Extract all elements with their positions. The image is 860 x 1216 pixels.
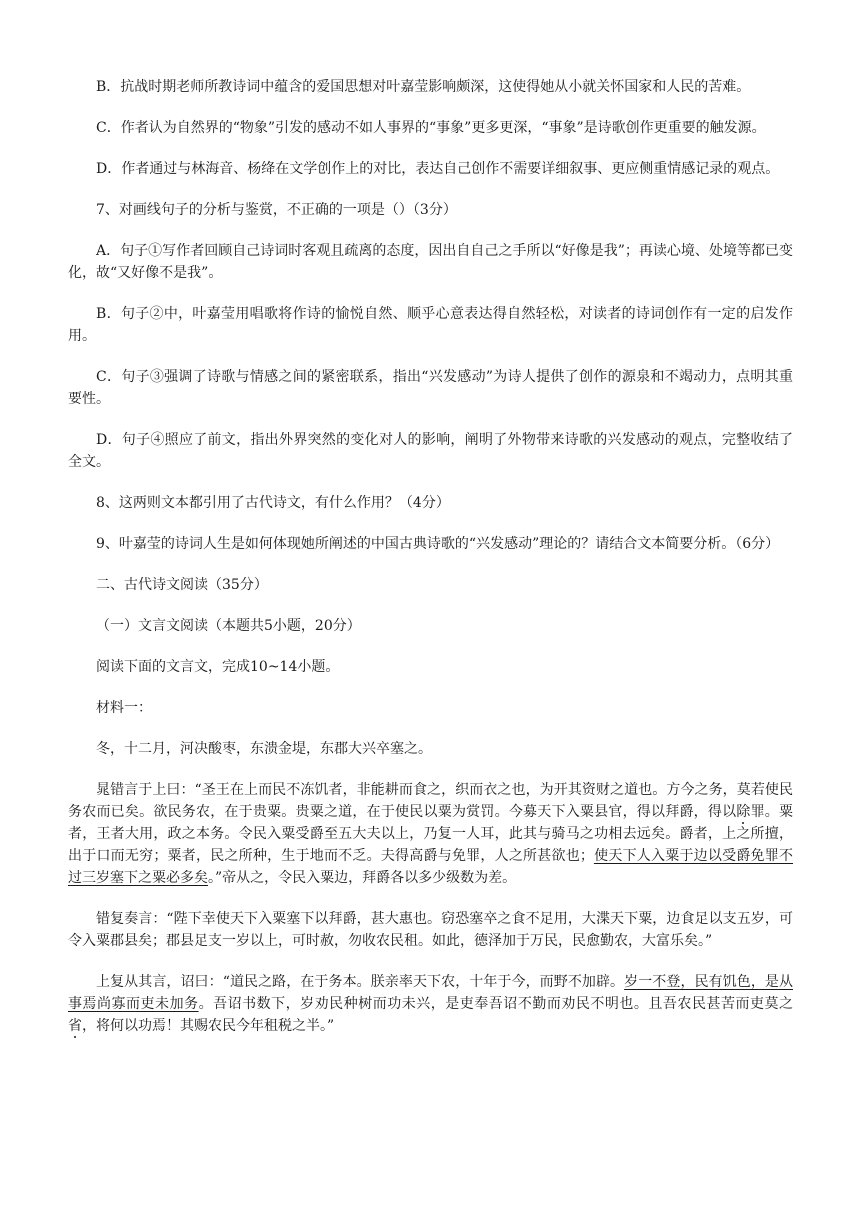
- underlined-sentence: 岁一不登，民有饥色，是从事焉尚寡而吏未加务: [68, 974, 794, 1012]
- material-label: 材料一：: [96, 700, 152, 716]
- option-d-q7: D．句子④照应了前文，指出外界突然的变化对人的影响，阐明了外物带来诗歌的兴发感动的观点，完整收结了全文。: [68, 432, 793, 470]
- passage-text: ，将何以功焉！其赐农民今年租税之半。”: [82, 1018, 335, 1034]
- passage-paragraph-2: [68, 779, 793, 889]
- option-a-q7: A．句子①写作者回顾自己诗词时客观且疏离的态度，因出自自己之手所以“好像是我”；再读心境、处境等都已变化，故“又好像不是我”。: [68, 243, 793, 281]
- option-d-q6: D．作者通过与林海音、杨绛在文学创作上的对比，表达自己创作不需要详细叙事、更应侧重情感记录的观点。: [96, 161, 780, 177]
- passage-paragraph-1: 冬，十二月，河决酸枣，东溃金堤，东郡大兴卒塞之。: [96, 741, 432, 757]
- option-c-q7: C．句子③强调了诗歌与情感之间的紧密联系，指出“兴发感动”为诗人提供了创作的源泉和不竭动力，点明其重要性。: [68, 369, 793, 407]
- underlined-sentence: 使天下人入粟于边以受爵免罪不过三岁塞下之粟必多矣: [68, 848, 794, 886]
- passage-paragraph-4: [68, 971, 793, 1037]
- option-b-q7: B．句子②中，叶嘉莹用唱歌将作诗的愉悦自然、顺乎心意表达得自然轻松，对读者的诗词创作有一定的启发作用。: [68, 306, 793, 344]
- question-7: 7、对画线句子的分析与鉴赏，不正确的一项是（）（3分）: [96, 202, 457, 218]
- question-9: 9、叶嘉莹的诗词人生是如何体现她所阐述的中国古典诗歌的“兴发感动”理论的？请结合文本简要分析。（6分）: [96, 536, 780, 552]
- passage-text: 。”帝从之，令民入粟边，拜爵各以多少级数为差。: [208, 870, 517, 886]
- emphasis-dot-char: 省: [68, 1018, 82, 1034]
- option-c-q6: C．作者认为自然界的“物象”引发的感动不如人事界的“事象”更多更深，“事象”是诗歌创作更重要的触发源。: [96, 120, 766, 136]
- instruction: 阅读下面的文言文，完成10~14小题。: [96, 659, 340, 675]
- passage-text: 罪。粟者，王者大用，政之本务。令民入粟受爵至五大夫以上，乃复一人耳，此其与骑马之功相去远矣。爵者，上之所擅，出于口而无穷；粟者，民之所种，生于地而不乏。夫得高爵与免罪，人之所甚欲也；: [68, 804, 794, 864]
- document-page: [68, 76, 793, 1056]
- section-heading: 二、古代诗文阅读（35分）: [96, 577, 268, 593]
- subsection-heading: （一）文言文阅读（本题共5小题，20分）: [96, 618, 361, 634]
- option-b-q6: B．抗战时期老师所教诗词中蕴含的爱国思想对叶嘉莹影响颇深，这使得她从小就关怀国家和人民的苦难。: [96, 79, 751, 95]
- emphasis-dot-char: 除: [736, 804, 751, 820]
- passage-text: 晁错言于上曰：“圣王在上而民不冻饥者，非能耕而食之，织而衣之也，为开其资财之道也。方今之务，莫若使民务农而已矣。欲民务农，在于贵粟。贵粟之道，在于使民以粟为赏罚。今募天下入粟县官，得以拜爵，得以: [68, 782, 793, 820]
- passage-paragraph-3: 错复奏言：“陛下幸使天下入粟塞下以拜爵，甚大惠也。窃恐塞卒之食不足用，大渫天下粟，边食足以支五岁，可令入粟郡县矣；郡县足支一岁以上，可时赦，勿收农民租。如此，德泽加于万民，民愈勤农，大富乐矣。”: [68, 911, 793, 949]
- question-8: 8、这两则文本都引用了古代诗文，有什么作用？（4分）: [96, 495, 450, 511]
- passage-text: 。吾诏书数下，岁劝民种树而功未兴，是吏奉吾诏不勤而劝民不明也。且吾农民甚苦而吏莫之: [198, 996, 793, 1012]
- passage-text: 上复从其言，诏曰：“道民之路，在于务本。朕亲率天下农，十年于今，而野不加辟。: [96, 974, 625, 990]
